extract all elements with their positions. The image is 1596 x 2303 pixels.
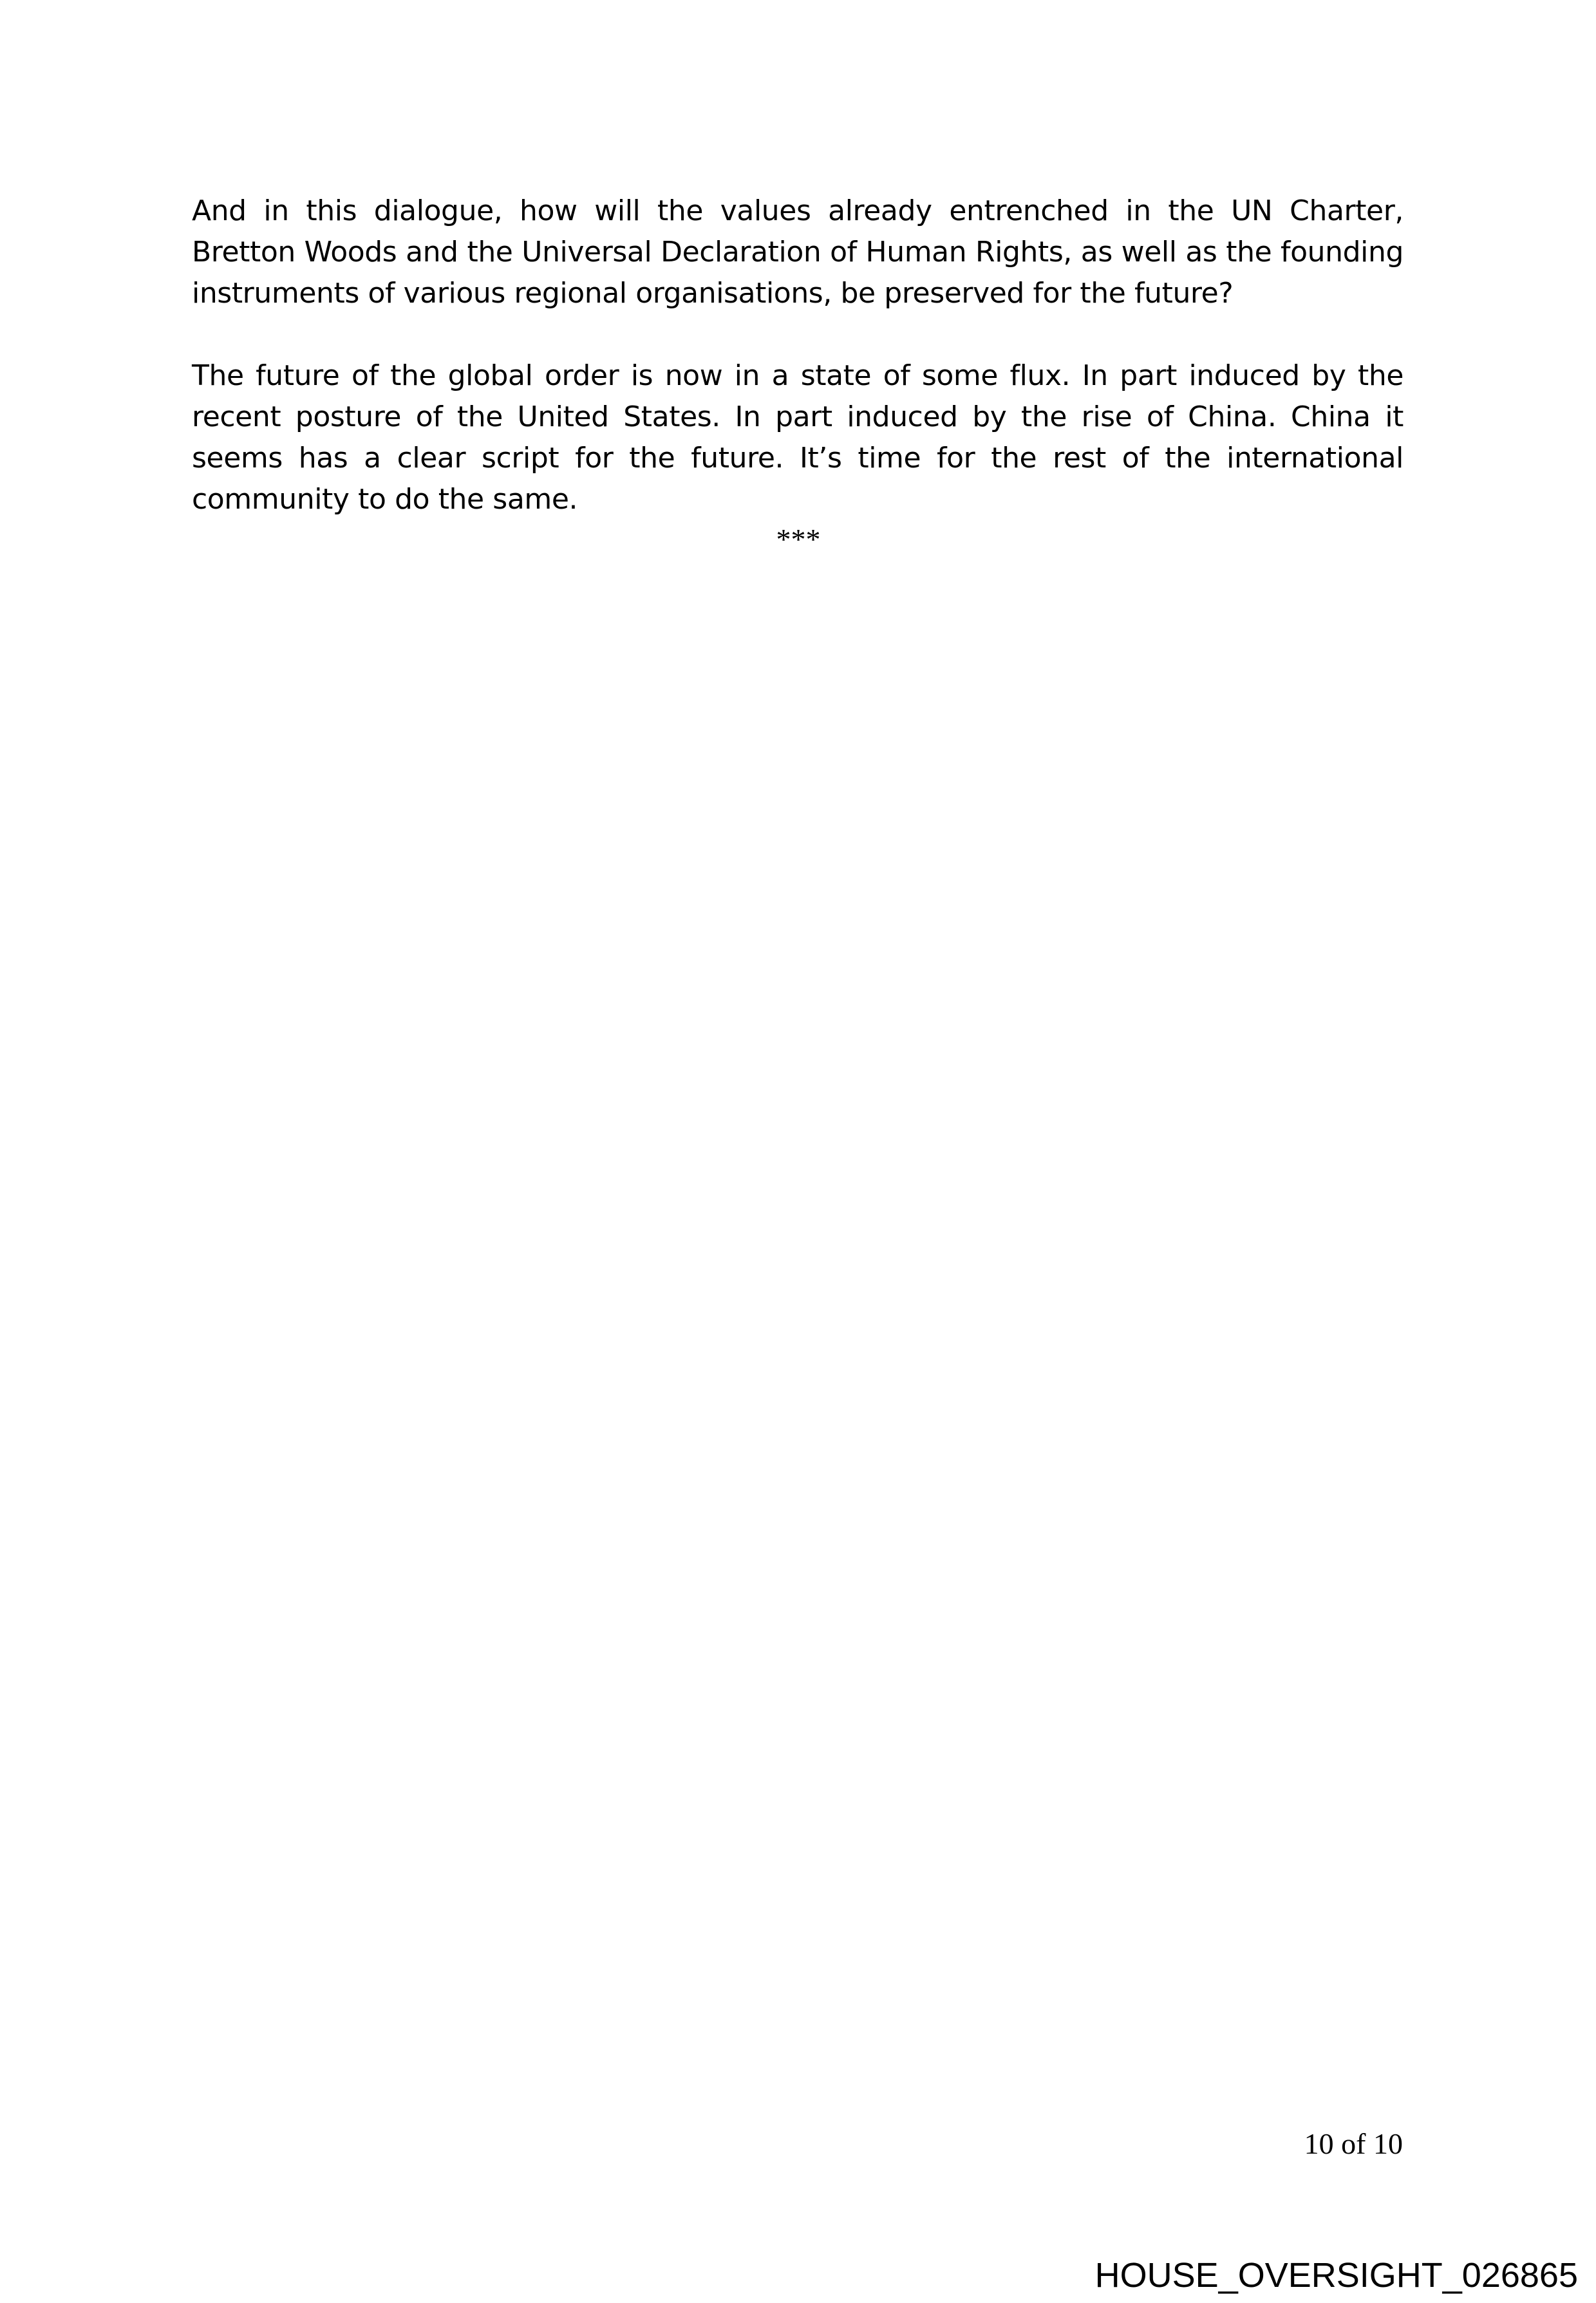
bates-number: HOUSE_OVERSIGHT_026865 bbox=[1094, 2256, 1578, 2295]
page-number: 10 of 10 bbox=[1304, 2127, 1403, 2160]
body-paragraph: And in this dialogue, how will the values already entrenched in the UN Charter, Bretton Woods and the Universal Declaration of Human Rights, as well as the founding instruments of various regional organisations, be preserved for the future? bbox=[192, 194, 1404, 310]
section-separator: *** bbox=[776, 523, 821, 556]
body-paragraph: The future of the global order is now in a state of some flux. In part induced by the recent posture of the United States. In part induced by the rise of China. China it seems has a clear script for the future. It’s time for the rest of the international community to do the same. bbox=[192, 359, 1404, 516]
